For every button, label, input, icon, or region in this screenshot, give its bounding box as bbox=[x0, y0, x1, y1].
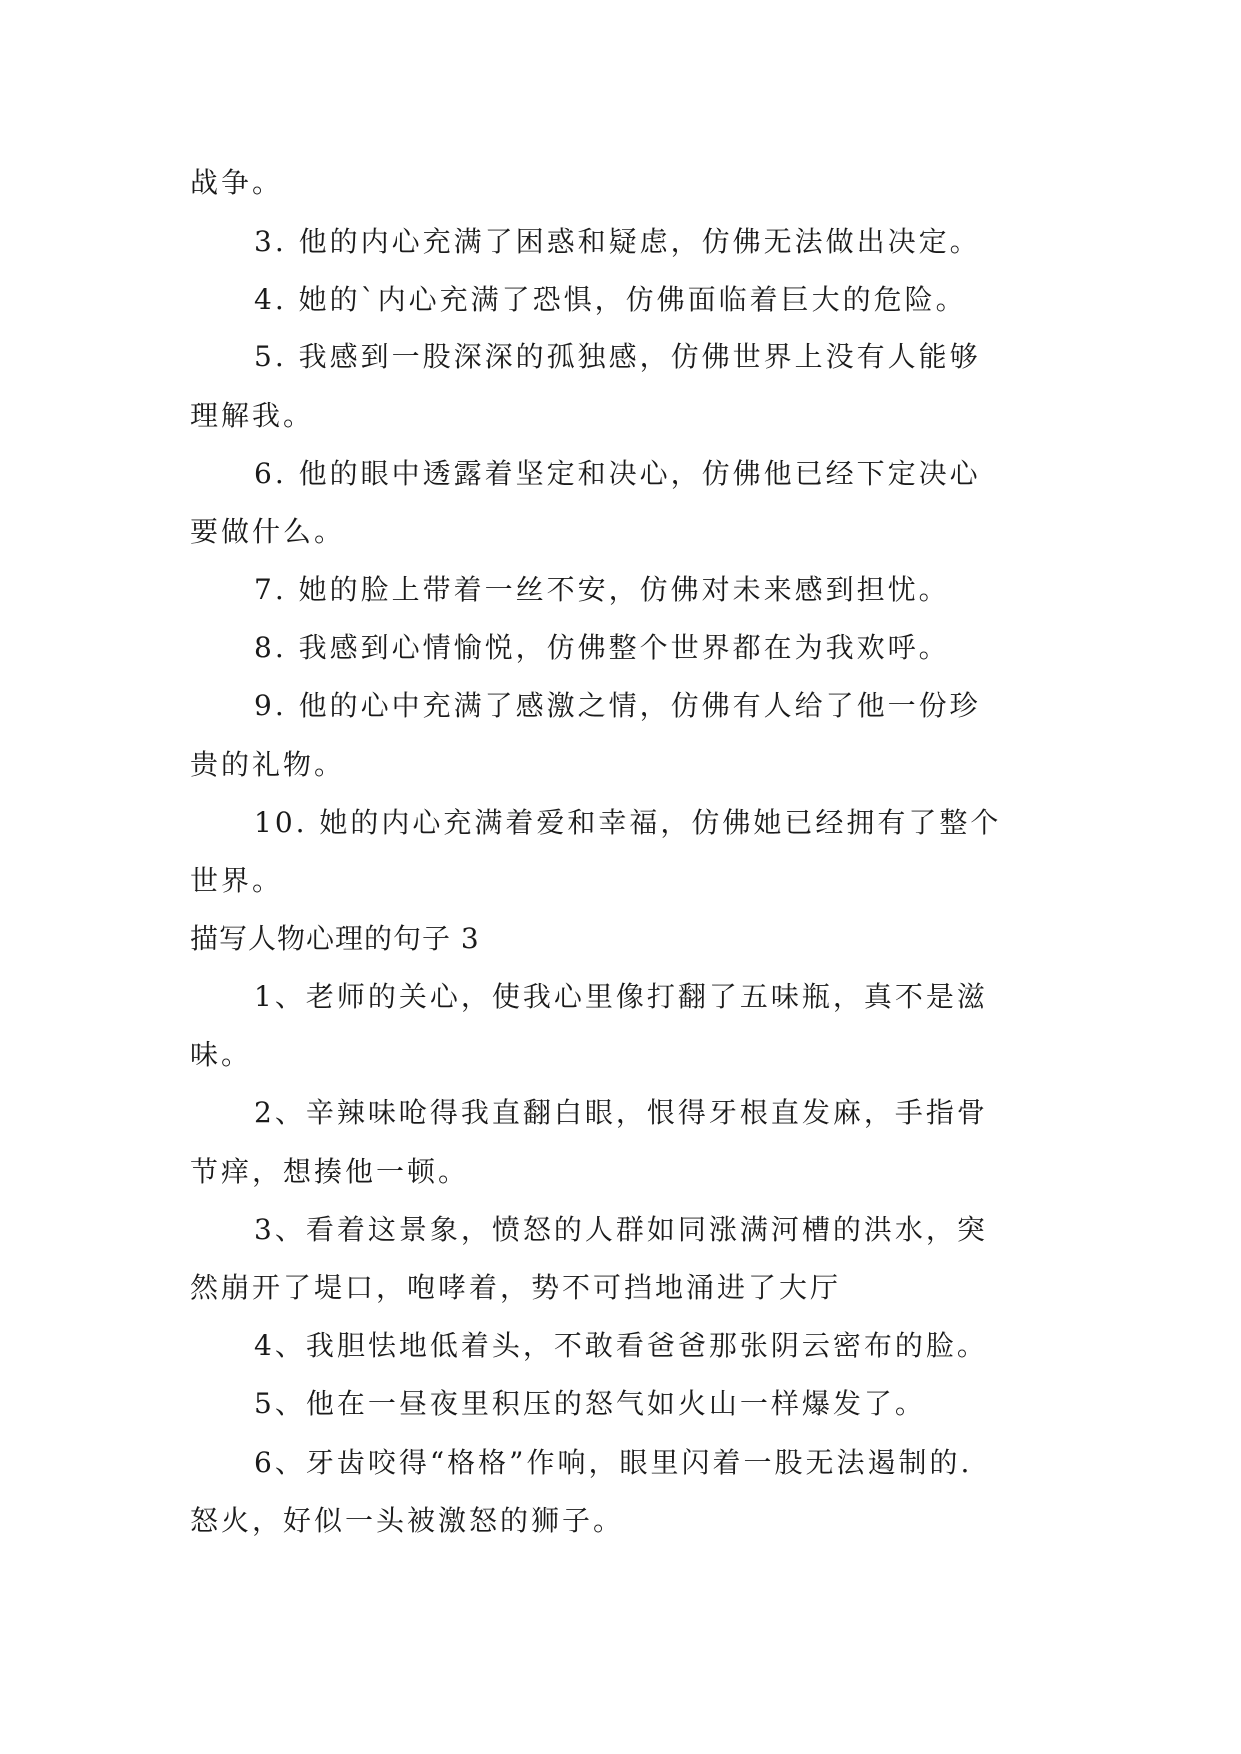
text-line: 3、看着这景象，愤怒的人群如同涨满河槽的洪水，突 bbox=[254, 1213, 988, 1246]
text-line: 4、我胆怯地低着头，不敢看爸爸那张阴云密布的脸。 bbox=[254, 1329, 988, 1362]
text-line: 要做什么。 bbox=[190, 515, 346, 548]
text-line: 5. 我感到一股深深的孤独感，仿佛世界上没有人能够 bbox=[254, 340, 981, 373]
text-line: 7. 她的脸上带着一丝不安，仿佛对未来感到担忧。 bbox=[254, 573, 950, 606]
text-line: 味。 bbox=[190, 1038, 253, 1071]
text-line: 6. 他的眼中透露着坚定和决心，仿佛他已经下定决心 bbox=[254, 457, 981, 490]
text-line: 战争。 bbox=[190, 166, 284, 199]
text-line: 然崩开了堤口，咆哮着，势不可挡地涌进了大厅 bbox=[190, 1271, 842, 1304]
text-line: 怒火，好似一头被激怒的狮子。 bbox=[190, 1504, 625, 1537]
text-line: 世界。 bbox=[190, 864, 284, 897]
text-line: 理解我。 bbox=[190, 399, 315, 432]
section-heading: 描写人物心理的句子 3 bbox=[190, 922, 480, 955]
text-line: 9. 他的心中充满了感激之情，仿佛有人给了他一份珍 bbox=[254, 689, 981, 722]
text-line: 6、牙齿咬得“格格”作响，眼里闪着一股无法遏制的. bbox=[254, 1446, 973, 1479]
text-line: 贵的礼物。 bbox=[190, 748, 346, 781]
text-line: 3. 他的内心充满了困惑和疑虑，仿佛无法做出决定。 bbox=[254, 225, 981, 258]
text-line: 4. 她的`内心充满了恐惧，仿佛面临着巨大的危险。 bbox=[254, 283, 967, 316]
text-line: 8. 我感到心情愉悦，仿佛整个世界都在为我欢呼。 bbox=[254, 631, 950, 664]
text-line: 5、他在一昼夜里积压的怒气如火山一样爆发了。 bbox=[254, 1387, 926, 1420]
text-line: 1、老师的关心，使我心里像打翻了五味瓶，真不是滋 bbox=[254, 980, 988, 1013]
text-line: 节痒，想揍他一顿。 bbox=[190, 1155, 470, 1188]
text-line: 10. 她的内心充满着爱和幸福，仿佛她已经拥有了整个 bbox=[254, 806, 1002, 839]
text-line: 2、辛辣味呛得我直翻白眼，恨得牙根直发麻，手指骨 bbox=[254, 1096, 988, 1129]
